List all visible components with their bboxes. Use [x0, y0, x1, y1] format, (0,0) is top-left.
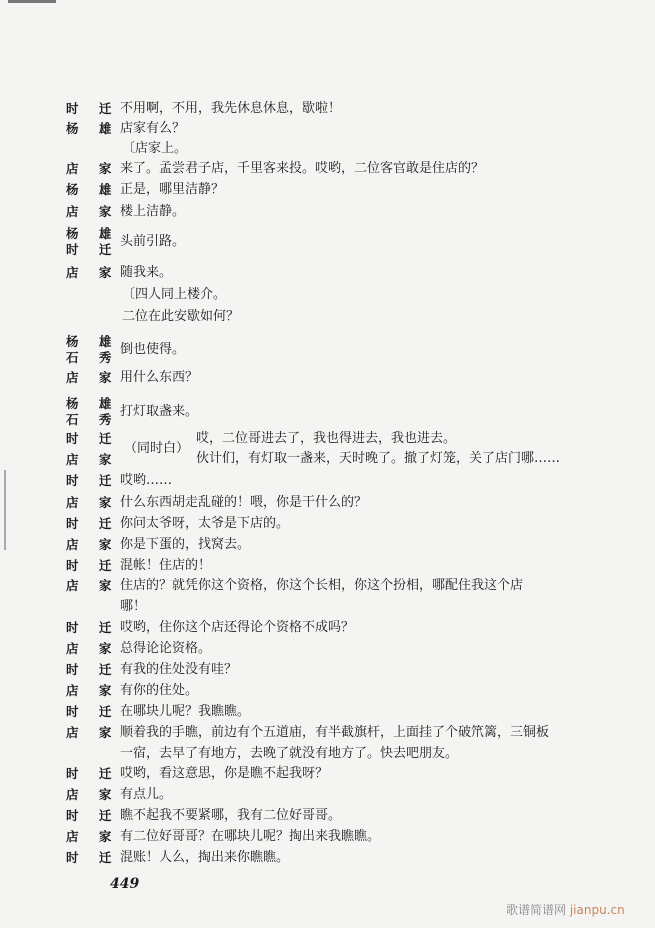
- speaker-name: 杨 雄: [66, 226, 112, 241]
- watermark-site: 歌谱简谱网: [506, 903, 567, 917]
- dialogue-continuation: 一宿，去早了有地方，去晚了就没有地方了。快去吧朋友。: [120, 746, 459, 761]
- speaker-name: 店 家: [66, 641, 112, 656]
- dialogue-text: 有点儿。: [120, 787, 173, 802]
- speaker-name: 时 迁: [66, 431, 112, 446]
- dialogue-text: 有你的住处。: [120, 683, 199, 698]
- speaker-name: 店 家: [66, 537, 112, 552]
- dialogue-text: 哎哟，看这意思，你是瞧不起我呀？: [120, 766, 329, 781]
- speaker-name: 石 秀: [66, 350, 112, 365]
- scan-mark: [8, 0, 56, 3]
- speaker-name: 杨 雄: [66, 334, 112, 349]
- dialogue-text: 总得论论资格。: [120, 641, 212, 656]
- dialogue-text: 你是下蛋的，找窝去。: [120, 537, 251, 552]
- speaker-name: 店 家: [66, 578, 112, 593]
- page-number: 449: [110, 876, 140, 892]
- dialogue-text: 楼上洁静。: [120, 204, 186, 219]
- dialogue-text: 伙计们，有灯取一盏来，天时晚了。撤了灯笼，关了店门哪……: [196, 451, 561, 466]
- dialogue-text: 头前引路。: [120, 234, 186, 249]
- dialogue-text: 哎哟，住你这个店还得论个资格不成吗？: [120, 620, 355, 635]
- dialogue-text: 有我的住处没有哇？: [120, 662, 238, 677]
- dialogue-text: 不用啊，不用，我先休息休息，歇啦！: [120, 101, 342, 116]
- scan-edge-mark: [4, 470, 6, 550]
- dialogue-text: 瞧不起我不要紧哪，我有二位好哥哥。: [120, 808, 342, 823]
- speaker-name: 店 家: [66, 829, 112, 844]
- dialogue-text: 打灯取盏来。: [120, 404, 199, 419]
- dialogue-text: 倒也使得。: [120, 342, 186, 357]
- dialogue-continuation: 哪！: [120, 599, 147, 614]
- dialogue-text: 店家有么？: [120, 121, 186, 136]
- dialogue-text: 正是，哪里洁静？: [120, 182, 225, 197]
- speaker-name: 杨 雄: [66, 182, 112, 197]
- dialogue-text: 哎哟……: [120, 473, 173, 488]
- speaker-name: 时 迁: [66, 808, 112, 823]
- speaker-name: 时 迁: [66, 620, 112, 635]
- speaker-name: 时 迁: [66, 242, 112, 257]
- dialogue-text: 在哪块儿呢？我瞧瞧。: [120, 704, 251, 719]
- dialogue-text: 来了。孟尝君子店，千里客来投。哎哟，二位客官敢是住店的？: [120, 161, 485, 176]
- dialogue-text: 随我来。: [120, 265, 173, 280]
- dialogue-text: 有二位好哥哥？在哪块儿呢？掏出来我瞧瞧。: [120, 829, 381, 844]
- watermark-url: jianpu.cn: [569, 903, 625, 917]
- dialogue-text: 混账！人么，掏出来你瞧瞧。: [120, 850, 290, 865]
- dialogue-text: 用什么东西？: [120, 370, 199, 385]
- dialogue-text: 什么东西胡走乱碰的！喂，你是干什么的？: [120, 495, 368, 510]
- speaker-name: 店 家: [66, 495, 112, 510]
- dialogue-text: 你问太爷呀，太爷是下店的。: [120, 516, 290, 531]
- speaker-name: 时 迁: [66, 662, 112, 677]
- dialogue-text: 顺着我的手瞧，前边有个五道庙，有半截旗杆，上面挂了个破笊篱，三铜板: [120, 725, 550, 740]
- speaker-name: 时 迁: [66, 473, 112, 488]
- speaker-name: 店 家: [66, 265, 112, 280]
- speaker-name: 杨 雄: [66, 121, 112, 136]
- speaker-name: 时 迁: [66, 704, 112, 719]
- speaker-name: 时 迁: [66, 766, 112, 781]
- speaker-name: 店 家: [66, 370, 112, 385]
- stage-direction: 〔店家上。: [122, 141, 188, 156]
- speaker-name: 时 迁: [66, 101, 112, 116]
- speaker-name: 店 家: [66, 787, 112, 802]
- dialogue-text: 住店的？就凭你这个资格，你这个长相，你这个扮相，哪配住我这个店: [120, 578, 524, 593]
- speaker-name: 时 迁: [66, 516, 112, 531]
- speaker-name: 店 家: [66, 725, 112, 740]
- speaker-name: 店 家: [66, 204, 112, 219]
- speaker-name: 店 家: [66, 161, 112, 176]
- speaker-name: 时 迁: [66, 558, 112, 573]
- stage-direction: （同时白）: [124, 441, 190, 456]
- dialogue-text: 哎，二位哥进去了，我也得进去，我也进去。: [196, 431, 457, 446]
- speaker-name: 店 家: [66, 683, 112, 698]
- speaker-name: 时 迁: [66, 850, 112, 865]
- stage-direction: 〔四人同上楼介。: [122, 287, 227, 302]
- stage-direction: 二位在此安歇如何？: [122, 309, 240, 324]
- dialogue-text: 混帐！住店的！: [120, 558, 212, 573]
- watermark: [506, 901, 625, 918]
- speaker-name: 杨 雄: [66, 396, 112, 411]
- speaker-name: 石 秀: [66, 412, 112, 427]
- speaker-name: 店 家: [66, 452, 112, 467]
